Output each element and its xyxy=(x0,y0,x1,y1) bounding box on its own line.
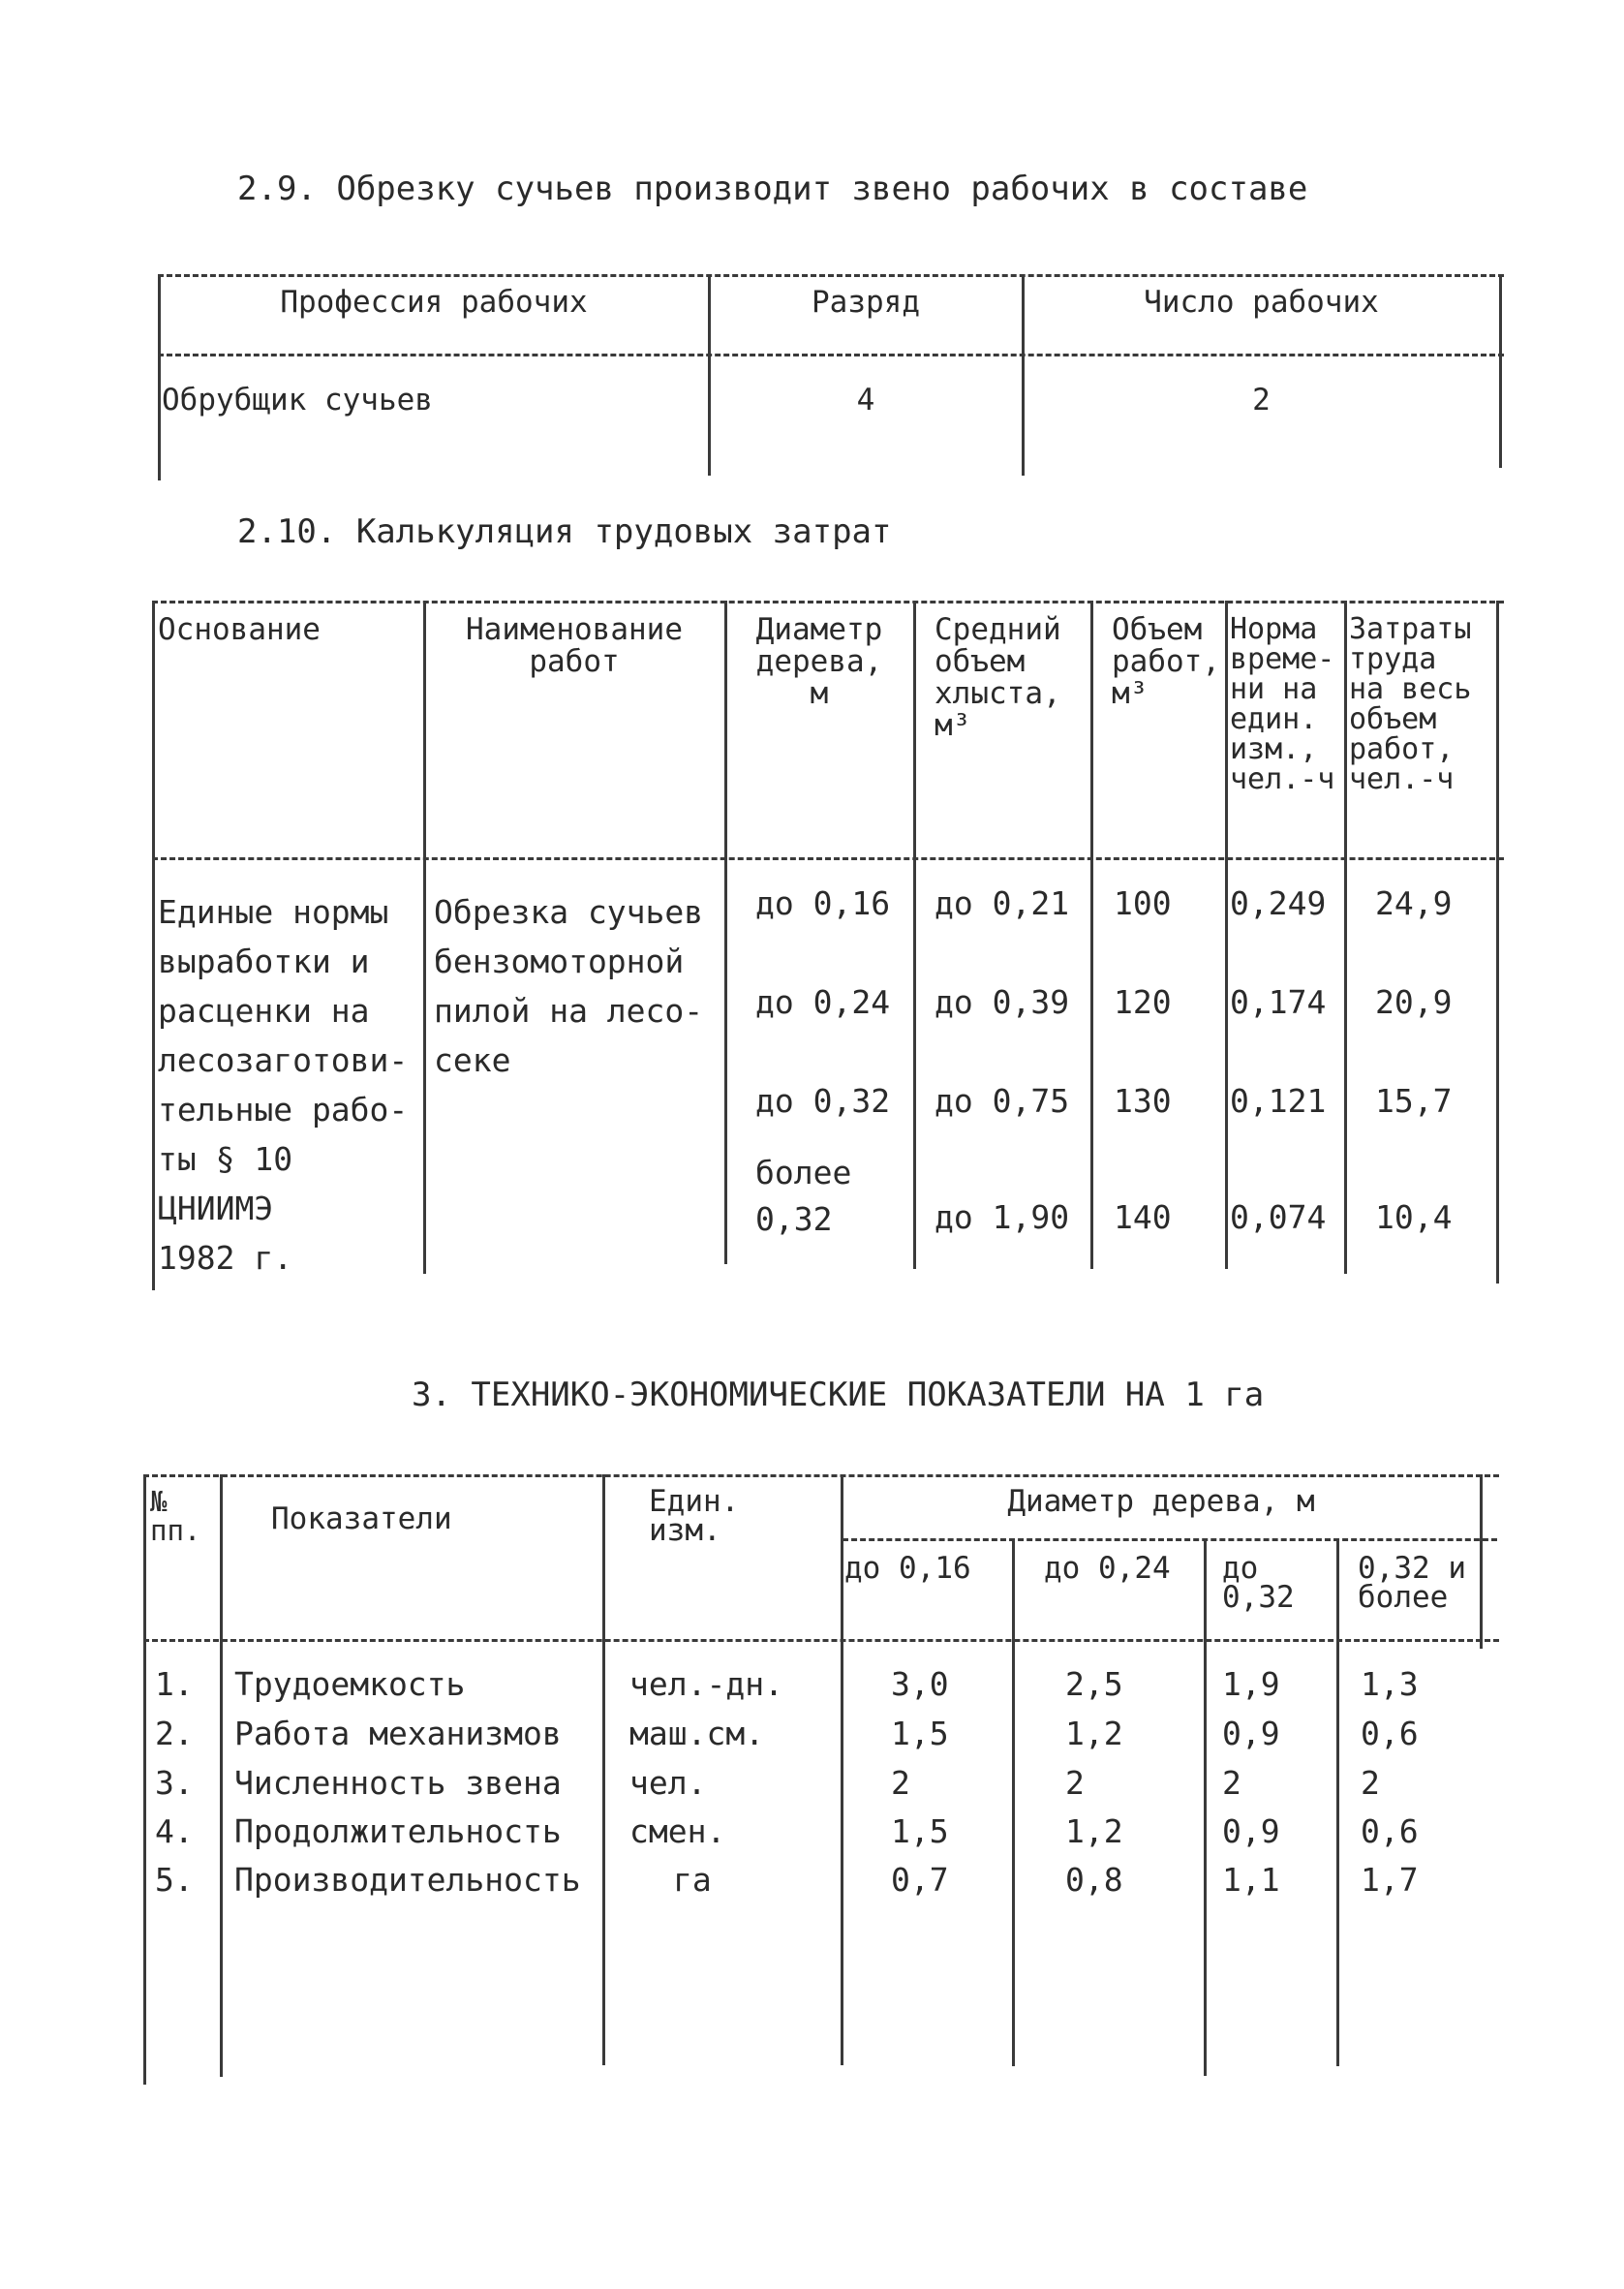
column-header: Един. изм. xyxy=(649,1484,740,1548)
table-border xyxy=(1496,601,1499,1284)
amount-value: 120 xyxy=(1114,983,1172,1021)
table-rule xyxy=(152,601,1504,603)
indicator-unit: га xyxy=(673,1861,712,1899)
indicator-value: 0,6 xyxy=(1361,1715,1419,1752)
basis-text: Единые нормы выработки и расценки на лесозаготови- тельные рабо- ты § 10 ЦНИИМЭ 1982 г. xyxy=(158,893,409,1277)
column-header: Показатели xyxy=(271,1501,452,1536)
labor-value: 20,9 xyxy=(1375,983,1453,1021)
diameter-value: более 0,32 xyxy=(755,1154,852,1238)
column-header: Диаметр дерева, м xyxy=(1007,1484,1315,1519)
indicator-unit: чел. xyxy=(629,1764,707,1802)
table-border xyxy=(220,1474,223,2077)
indicator-value: 0,9 xyxy=(1222,1715,1280,1752)
row-number: 3. xyxy=(155,1764,194,1802)
table-border xyxy=(1204,1538,1207,2076)
column-header: Профессия рабочих xyxy=(280,285,588,320)
indicator-value: 2,5 xyxy=(1065,1665,1123,1703)
worker-grade: 4 xyxy=(856,383,875,418)
indicator-unit: маш.см. xyxy=(629,1715,765,1752)
worker-count: 2 xyxy=(1252,383,1271,418)
table-border xyxy=(1344,601,1347,1274)
indicator-unit: смен. xyxy=(629,1812,726,1850)
indicator-value: 2 xyxy=(1361,1764,1380,1802)
diameter-value: до 0,32 xyxy=(755,1082,891,1120)
section-2-10-heading: 2.10. Калькуляция трудовых затрат xyxy=(237,512,892,551)
amount-value: 130 xyxy=(1114,1082,1172,1120)
column-header: Объем работ, м³ xyxy=(1112,612,1220,711)
column-header: Средний объем хлыста, м³ xyxy=(935,612,1061,743)
volume-value: до 1,90 xyxy=(935,1198,1070,1236)
column-header: Диаметр дерева, м xyxy=(755,612,883,711)
indicator-value: 2 xyxy=(891,1764,910,1802)
indicator-name: Продолжительность xyxy=(234,1812,562,1850)
column-header: Разряд xyxy=(812,285,920,320)
table-border xyxy=(1480,1474,1483,1649)
table-rule xyxy=(143,1639,1499,1642)
indicator-value: 0,7 xyxy=(891,1861,949,1899)
column-header: до 0,24 xyxy=(1044,1551,1171,1586)
norm-value: 0,249 xyxy=(1230,884,1327,922)
table-border xyxy=(1090,601,1093,1269)
labor-value: 24,9 xyxy=(1375,884,1453,922)
indicator-name: Производительность xyxy=(234,1861,581,1899)
indicator-value: 3,0 xyxy=(891,1665,949,1703)
column-header: Число рабочих xyxy=(1144,285,1379,320)
row-number: 2. xyxy=(155,1715,194,1752)
indicator-value: 2 xyxy=(1222,1764,1241,1802)
indicator-value: 0,8 xyxy=(1065,1861,1123,1899)
volume-value: до 0,21 xyxy=(935,884,1070,922)
column-header: 0,32 и более xyxy=(1358,1551,1466,1615)
labor-value: 15,7 xyxy=(1375,1082,1453,1120)
worker-profession: Обрубщик сучьев xyxy=(162,383,433,418)
table-rule xyxy=(158,354,1504,356)
column-header: Норма време- ни на един. изм., чел.-ч xyxy=(1230,612,1335,796)
indicator-value: 1,2 xyxy=(1065,1812,1123,1850)
row-number: 5. xyxy=(155,1861,194,1899)
column-header: Основание xyxy=(158,612,321,647)
indicator-unit: чел.-дн. xyxy=(629,1665,783,1703)
section-3-heading: 3. ТЕХНИКО-ЭКОНОМИЧЕСКИЕ ПОКАЗАТЕЛИ НА 1 га xyxy=(412,1376,1265,1414)
indicator-value: 1,5 xyxy=(891,1812,949,1850)
section-2-9-heading: 2.9. Обрезку сучьев производит звено рабочих в составе xyxy=(237,170,1308,208)
table-rule xyxy=(152,857,1504,860)
indicator-value: 1,2 xyxy=(1065,1715,1123,1752)
row-number: 4. xyxy=(155,1812,194,1850)
table-border xyxy=(423,601,426,1274)
table-border xyxy=(1012,1538,1015,2066)
table-border xyxy=(1225,601,1228,1269)
indicator-value: 2 xyxy=(1065,1764,1085,1802)
column-header: до 0,32 xyxy=(1222,1551,1295,1615)
table-border xyxy=(913,601,916,1269)
labor-value: 10,4 xyxy=(1375,1198,1453,1236)
column-header: до 0,16 xyxy=(844,1551,971,1586)
table-border xyxy=(724,601,727,1264)
table-border xyxy=(602,1474,605,2065)
table-border xyxy=(841,1474,843,2065)
indicator-name: Трудоемкость xyxy=(234,1665,466,1703)
norm-value: 0,074 xyxy=(1230,1198,1327,1236)
column-header: Затраты труда на весь объем работ, чел.-ч xyxy=(1349,612,1472,796)
indicator-value: 1,9 xyxy=(1222,1665,1280,1703)
table-border xyxy=(143,1474,146,2085)
table-border xyxy=(1336,1538,1339,2066)
table-border xyxy=(152,601,155,1290)
amount-value: 140 xyxy=(1114,1198,1172,1236)
diameter-value: до 0,16 xyxy=(755,884,891,922)
row-number: 1. xyxy=(155,1665,194,1703)
indicator-value: 0,9 xyxy=(1222,1812,1280,1850)
column-header: № пп. xyxy=(150,1485,201,1547)
diameter-value: до 0,24 xyxy=(755,983,891,1021)
norm-value: 0,121 xyxy=(1230,1082,1327,1120)
indicator-value: 0,6 xyxy=(1361,1812,1419,1850)
table-border xyxy=(1499,274,1502,468)
work-name: Обрезка сучьев бензомоторной пилой на лесо- секе xyxy=(434,893,704,1079)
indicator-value: 1,7 xyxy=(1361,1861,1419,1899)
table-rule xyxy=(843,1538,1497,1541)
indicator-value: 1,3 xyxy=(1361,1665,1419,1703)
indicator-value: 1,5 xyxy=(891,1715,949,1752)
norm-value: 0,174 xyxy=(1230,983,1327,1021)
table-rule xyxy=(143,1474,1499,1477)
volume-value: до 0,75 xyxy=(935,1082,1070,1120)
table-rule xyxy=(158,274,1504,277)
indicator-value: 1,1 xyxy=(1222,1861,1280,1899)
volume-value: до 0,39 xyxy=(935,983,1070,1021)
column-header: Наименование работ xyxy=(466,612,683,679)
indicator-name: Численность звена xyxy=(234,1764,562,1802)
indicator-name: Работа механизмов xyxy=(234,1715,562,1752)
amount-value: 100 xyxy=(1114,884,1172,922)
